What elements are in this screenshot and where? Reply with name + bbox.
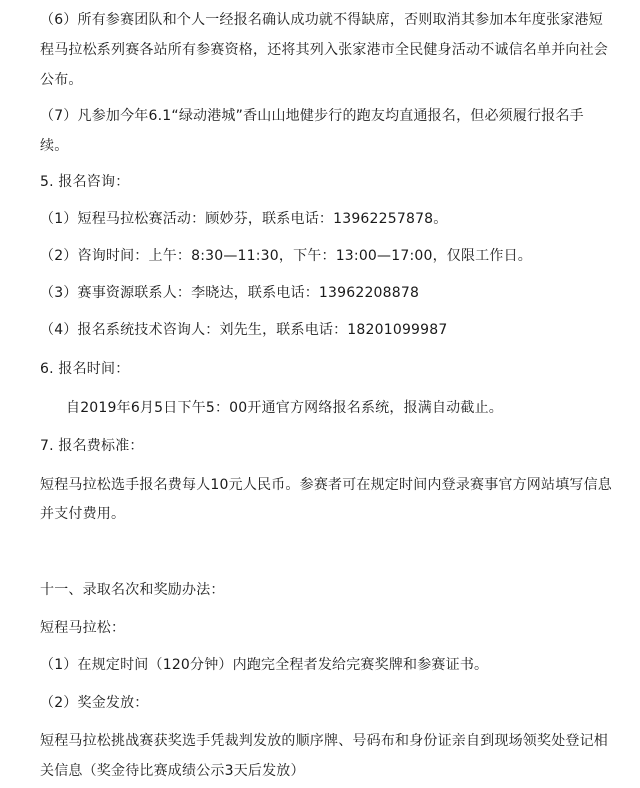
- paragraph-line: 程马拉松系列赛各站所有参赛资格，还将其列入张家港市全民健身活动不诚信名单并向社会: [40, 42, 608, 58]
- paragraph-line: （3）赛事资源联系人：李晓达，联系电话：13962208878: [40, 285, 420, 301]
- section-heading: 7. 报名费标准：: [40, 438, 144, 454]
- paragraph-line: 关信息（奖金待比赛成绩公示3天后发放）: [40, 763, 305, 779]
- paragraph-line: 自2019年6月5日下午5：00开通官方网络报名系统，报满自动截止。: [66, 400, 503, 416]
- paragraph-line: 续。: [40, 138, 69, 154]
- paragraph-line: （1）短程马拉松赛活动：顾妙芬，联系电话：13962257878。: [40, 211, 448, 227]
- paragraph-line: 短程马拉松挑战赛获奖选手凭裁判发放的顺序牌、号码布和身份证亲自到现场领奖处登记相: [40, 733, 608, 749]
- paragraph-line: 并支付费用。: [40, 506, 126, 522]
- paragraph-line: 短程马拉松选手报名费每人10元人民币。参赛者可在规定时间内登录赛事官方网站填写信息: [40, 477, 613, 493]
- chapter-heading: 十一、录取名次和奖励办法：: [40, 582, 225, 598]
- paragraph-line: 公布。: [40, 72, 83, 88]
- paragraph-line: （1）在规定时间（120分钟）内跑完全程者发给完赛奖牌和参赛证书。: [40, 657, 489, 673]
- paragraph-line: （7）凡参加今年6.1“绿动港城”香山山地健步行的跑友均直通报名，但必须履行报名手: [40, 108, 584, 124]
- section-heading: 5. 报名咨询：: [40, 174, 130, 190]
- section-heading: 6. 报名时间：: [40, 361, 130, 377]
- paragraph-line: （2）奖金发放：: [40, 695, 149, 711]
- subsection-heading: 短程马拉松：: [40, 620, 126, 636]
- paragraph-line: （4）报名系统技术咨询人：刘先生，联系电话：18201099987: [40, 322, 448, 338]
- paragraph-line: （6）所有参赛团队和个人一经报名确认成功就不得缺席，否则取消其参加本年度张家港短: [40, 12, 603, 28]
- paragraph-line: （2）咨询时间：上午：8:30—11:30，下午：13:00—17:00，仅限工作日。: [40, 248, 532, 264]
